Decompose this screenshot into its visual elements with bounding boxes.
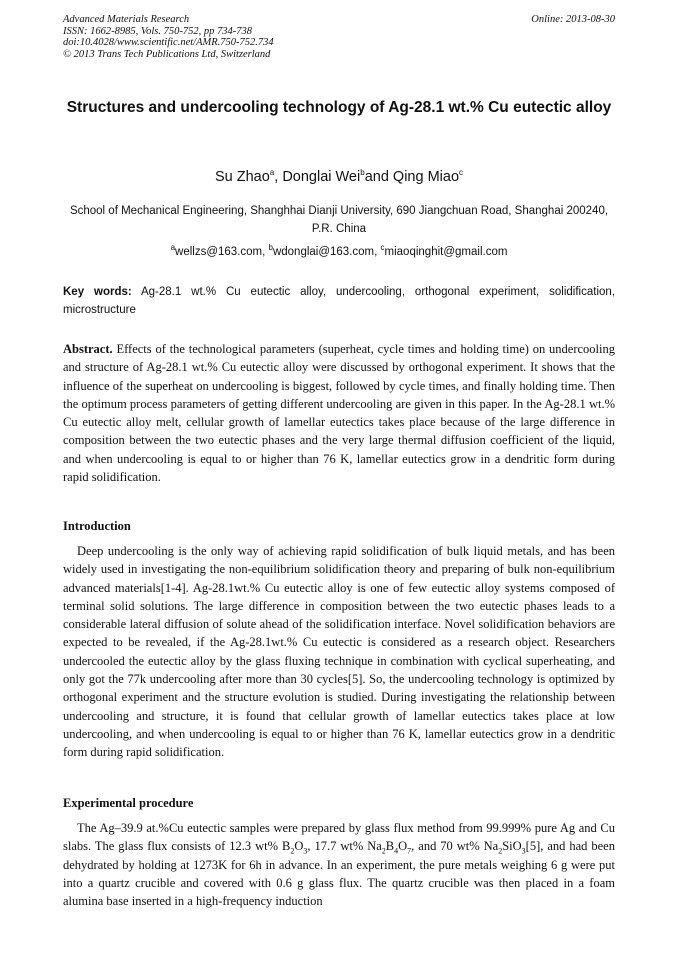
- email-list: $^a$wellzs@163.com, $^b$wdonglai@163.com, $^c$miaoqinghit@gmail.com: [170, 243, 508, 258]
- text-run: O: [398, 839, 408, 854]
- author-mark: a: [269, 168, 275, 178]
- experimental-text: [63, 819, 615, 910]
- subscript: 3: [303, 846, 308, 856]
- doi-line: doi:10.4028/www.scientific.net/AMR.750-752.734: [63, 37, 274, 48]
- email-mark: b: [268, 243, 273, 253]
- author-name: Qing Miao: [392, 169, 460, 185]
- author-list: Su Zhao$^a$, Donglai Wei$^b$and Qing Miao$^c$: [214, 168, 464, 185]
- subscript: 2: [498, 846, 503, 856]
- experimental-heading: Experimental procedure: [63, 796, 194, 810]
- abstract-text: Effects of the technological parameters (superheat, cycle times and holding time) on undercooling and structure of Ag-28.1 wt.% Cu eutectic alloy were discussed by orthogonal experiment. It shows that the influence of the superheat on undercooling is biggest, followed by cycle times, and finally holding time. Then the optimum process parameters of getting different undercooling are given in this paper. In the Ag-28.1 wt.% Cu eutectic alloy melt, cellular growth of lamellar eutectics takes place because of the large difference in composition between the two eutectic phases and the very large thermal diffusion coefficient of the liquid, and when undercooling is equal to or higher than 76 K, lamellar eutectics grow in a dendritic form during rapid solidification.: [63, 342, 615, 485]
- email-mark: a: [170, 243, 176, 253]
- author-mark: b: [360, 168, 365, 178]
- journal-name: Advanced Materials Research: [63, 14, 190, 25]
- affiliation: School of Mechanical Engineering, Shanghhai Dianji University, 690 Jiangchuan Road, Shanghai 200240, P.R. China: [69, 205, 609, 235]
- email-address[interactable]: wellzs@163.com: [175, 246, 263, 258]
- subscript: 2: [290, 846, 295, 856]
- text-run: , and 70 wt% Na: [411, 839, 499, 854]
- email-address[interactable]: miaoqinghit@gmail.com: [384, 246, 508, 258]
- text-run: [5], and had been dehydrated by holding at 1273K for 6h in advance. In an experiment, the pure metals weighing 6 g were put into a quartz crucible and covered with 0.6 g glass flux. The quartz crucible was then placed in a foam alumina base inserted in a high-frequency induction: [63, 839, 615, 909]
- text-run: The Ag–39.9 at.%Cu eutectic samples were prepared by glass flux method from 99.999% pure Ag and Cu slabs. The glass flux consists of 12.3 wt% B: [63, 821, 615, 854]
- issn-line: ISSN: 1662-8985, Vols. 750-752, pp 734-738: [63, 25, 252, 37]
- keywords-text: Ag-28.1 wt.% Cu eutectic alloy, undercooling, orthogonal experiment, solidification, microstructure: [63, 286, 615, 316]
- abstract-label: Abstract.: [63, 342, 113, 356]
- text-run: O: [294, 839, 304, 854]
- subscript: 3: [521, 846, 526, 856]
- paper-title: Structures and undercooling technology of Ag-28.1 wt.% Cu eutectic alloy: [66, 99, 612, 116]
- keywords-label: Key words:: [63, 286, 132, 298]
- subscript: 7: [407, 846, 412, 856]
- author-mark: c: [459, 168, 464, 178]
- email-mark: c: [380, 243, 385, 253]
- subscript: 4: [394, 846, 399, 856]
- subscript: 2: [381, 846, 386, 856]
- author-name: Donglai Wei: [282, 169, 361, 185]
- email-address[interactable]: wdonglai@163.com: [272, 246, 375, 258]
- text-run: , 17.7 wt% Na: [307, 839, 382, 854]
- keywords: [63, 283, 615, 319]
- copyright-line: © 2013 Trans Tech Publications Ltd, Switzerland: [63, 48, 271, 60]
- author-name: Su Zhao: [214, 169, 270, 185]
- introduction-heading: Introduction: [63, 519, 131, 533]
- abstract: [63, 340, 615, 486]
- online-date: Online: 2013-08-30: [531, 14, 615, 25]
- text-run: SiO: [502, 839, 522, 854]
- text-run: B: [385, 839, 395, 854]
- introduction-text: Deep undercooling is the only way of achieving rapid solidification of bulk liquid metals, and has been widely used in investigating the non-equilibrium solidification theory and preparing of bulk non-equilibrium advanced materials[1-4]. Ag-28.1wt.% Cu eutectic alloy is one of few eutectic alloy systems composed of terminal solid solutions. The large difference in composition between the two eutectic phases leads to a considerable lateral diffusion of solute ahead of the solidification interface. Novel solidification behaviors are expected to be revealed, if the Ag-28.1wt.% Cu eutectic is considered as a research object. Researchers undercooled the eutectic alloy by the glass fluxing technique in combination with cyclical superheating, and only got the 77k undercooling after more than 30 cycles[5]. So, the undercooling technology is optimized by orthogonal experiment and the structure evolution is studied. During investigating the relationship between undercooling and structure, it is found that cellular growth of lamellar eutectics takes place at low undercooling, and when undercooling is equal to or higher than 76 K, lamellar eutectics grow in a dendritic form during rapid solidification.: [63, 544, 615, 760]
- journal-header: [63, 14, 615, 60]
